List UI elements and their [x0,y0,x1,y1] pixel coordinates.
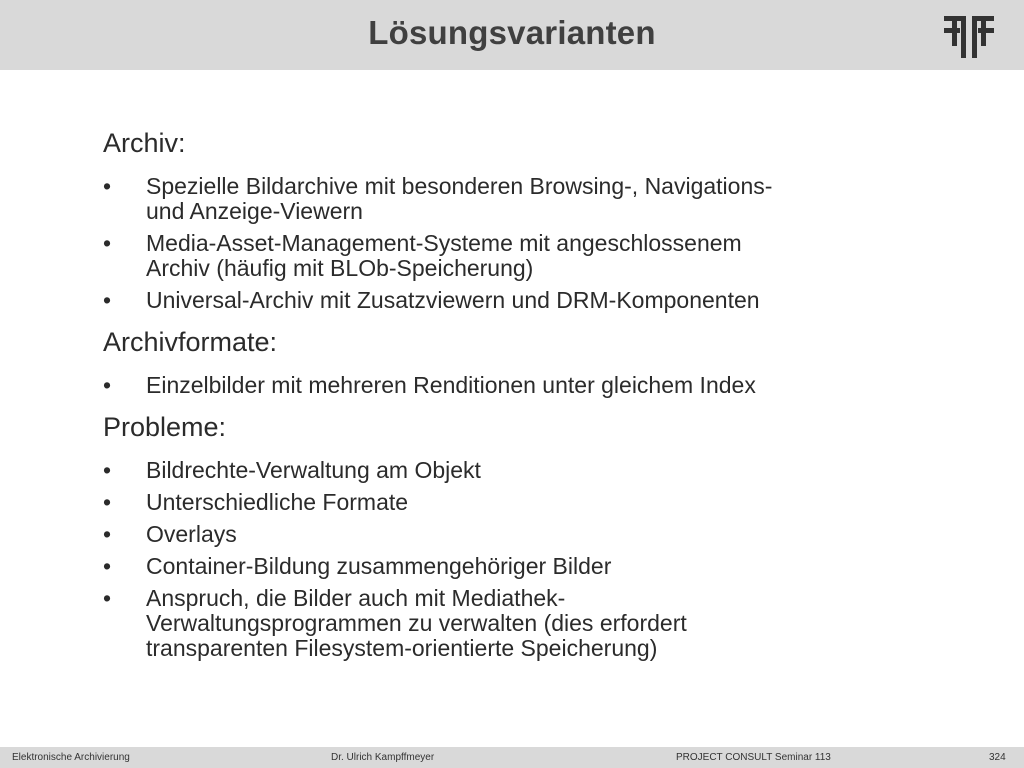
bullet-list [103,174,923,313]
project-consult-logo [944,16,994,58]
list-item-line: Anspruch, die Bilder auch mit Mediathek- [146,585,566,611]
bullet-marker: • [103,173,112,199]
footer-page-number: 324 [989,752,1006,763]
list-item-line: Overlays [146,521,237,547]
bullet-marker: • [103,585,112,611]
list-item [103,231,923,281]
section-heading: Probleme: [103,412,227,442]
list-item [103,554,923,579]
bullet-marker: • [103,553,112,579]
section-probleme [103,410,923,661]
list-item-line: Universal-Archiv mit Zusatzviewern und DRM-Komponenten [146,287,760,313]
bullet-list [103,458,923,661]
header-bar [0,0,1024,70]
list-item [103,490,923,515]
list-item [103,373,923,398]
section-archivformate [103,325,923,398]
footer-bar [0,747,1024,768]
list-item [103,586,923,661]
list-item-line: transparenten Filesystem-orientierte Speicherung) [146,635,658,661]
section-archiv [103,126,923,313]
section-heading: Archivformate: [103,327,278,357]
slide-content [103,126,923,669]
footer-author: Dr. Ulrich Kampffmeyer [331,752,435,763]
list-item-line: Container-Bildung zusammengehöriger Bilder [146,553,612,579]
section-heading: Archiv: [103,128,186,158]
bullet-marker: • [103,372,112,398]
bullet-marker: • [103,521,112,547]
bullet-marker: • [103,287,112,313]
list-item-line: Media-Asset-Management-Systeme mit angeschlossenem [146,230,742,256]
list-item [103,288,923,313]
list-item [103,458,923,483]
list-item-line: Einzelbilder mit mehreren Renditionen unter gleichem Index [146,372,756,398]
list-item-line: Spezielle Bildarchive mit besonderen Browsing-, Navigations- [146,173,773,199]
list-item-line: Bildrechte-Verwaltung am Objekt [146,457,481,483]
bullet-marker: • [103,489,112,515]
bullet-marker: • [103,230,112,256]
list-item-line: Unterschiedliche Formate [146,489,409,515]
list-item [103,174,923,224]
list-item [103,522,923,547]
list-item-line: Archiv (häufig mit BLOb-Speicherung) [146,255,534,281]
list-item-line: und Anzeige-Viewern [146,198,363,224]
list-item-line: Verwaltungsprogrammen zu verwalten (dies erfordert [146,610,687,636]
footer-course-title: Elektronische Archivierung [12,752,130,763]
bullet-marker: • [103,457,112,483]
footer-seminar: PROJECT CONSULT Seminar 113 [676,752,831,763]
bullet-list [103,373,923,398]
page-title: Lösungsvarianten [368,14,656,51]
